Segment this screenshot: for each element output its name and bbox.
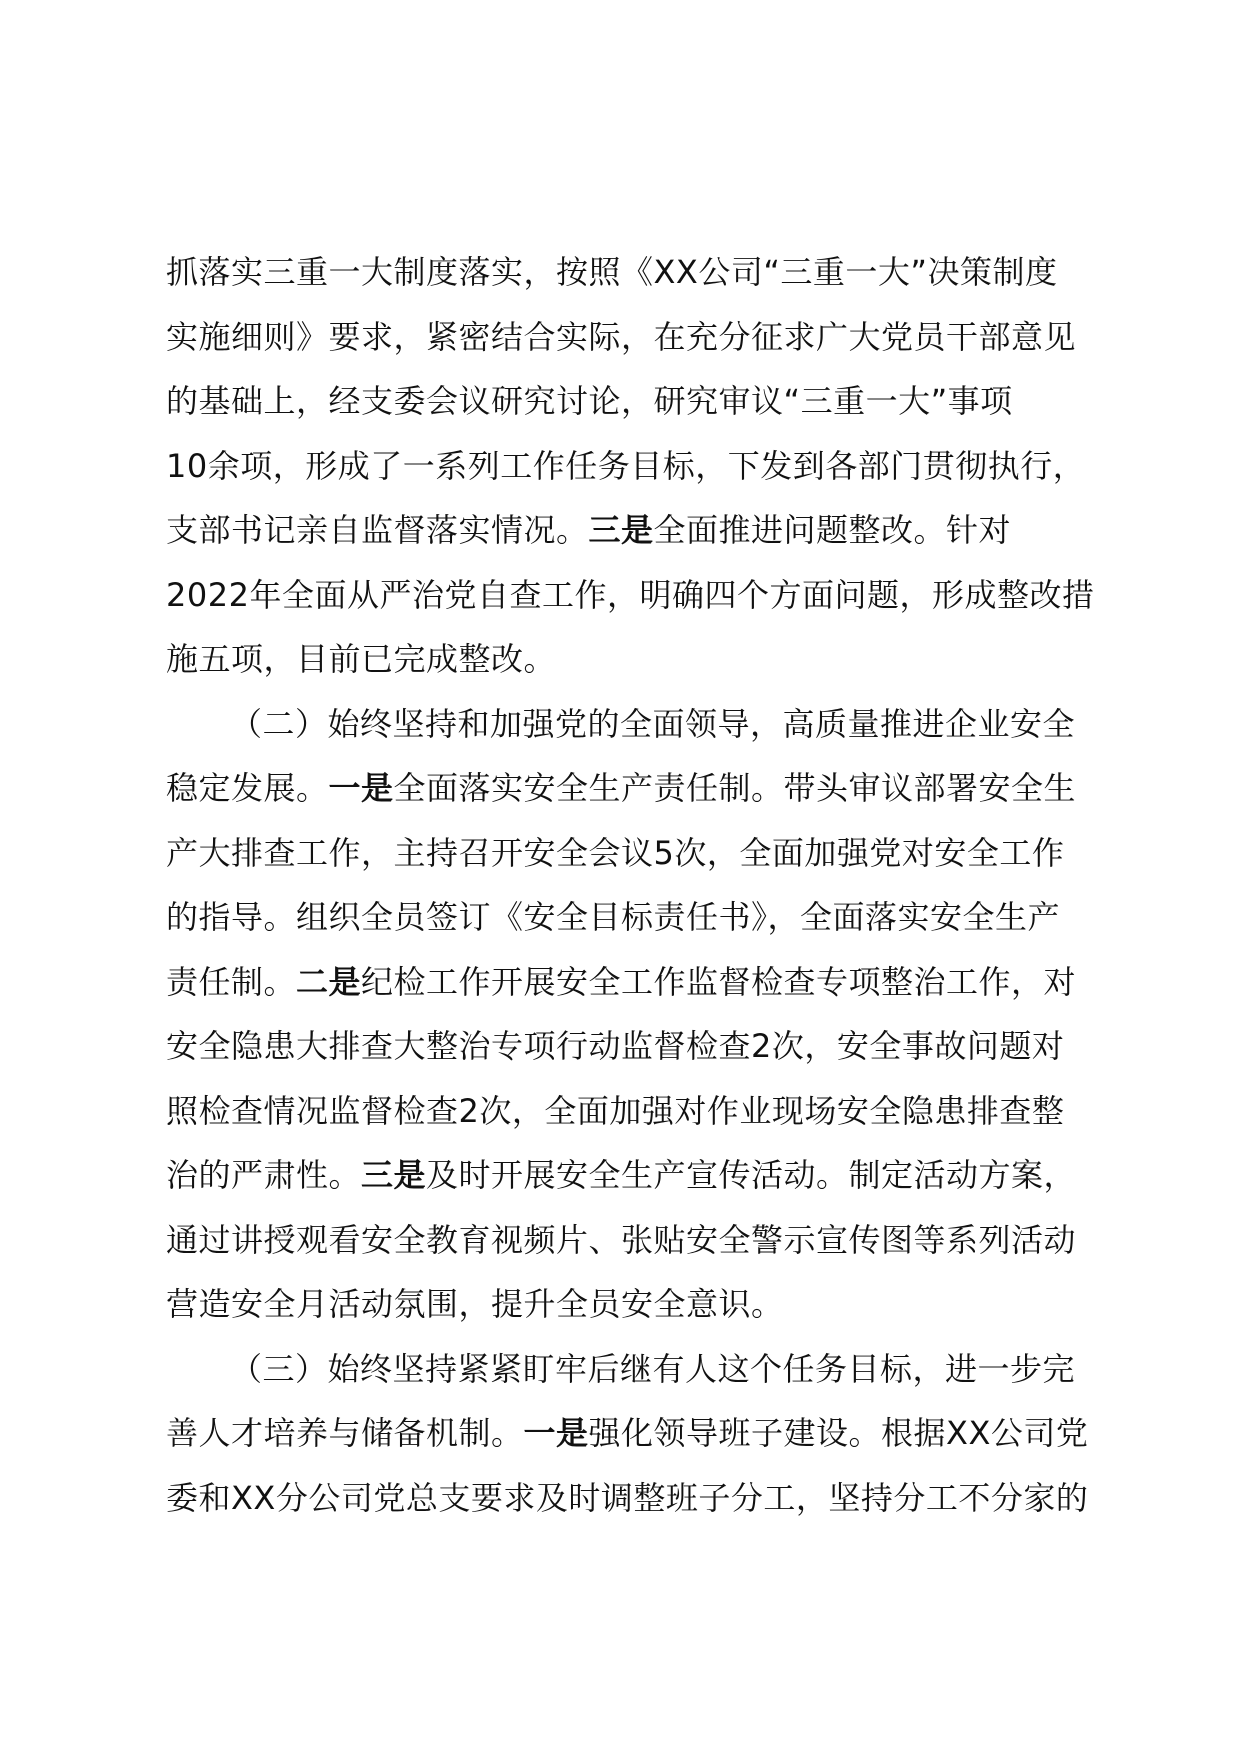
bold-lead: 一是 <box>328 769 394 807</box>
text-line: 照检查情况监督检查2次，全面加强对作业现场安全隐患排查整 <box>166 1091 1065 1130</box>
text-line: 抓落实三重一大制度落实，按照《XX公司“三重一大”决策制度 <box>166 253 1058 291</box>
text-line: 支部书记亲自监督落实情况。三是全面推进问题整改。针对 <box>166 511 1012 549</box>
text-line: 委和XX分公司党总支要求及时调整班子分工，坚持分工不分家的 <box>166 1478 1089 1517</box>
text-line: 的基础上，经支委会议研究讨论，研究审议“三重一大”事项 <box>166 382 1013 420</box>
text-line: 善人才培养与储备机制。一是强化领导班子建设。根据XX公司党 <box>166 1414 1089 1452</box>
section-heading-line: （二）始终坚持和加强党的全面领导，高质量推进企业安全 <box>230 704 1076 743</box>
text-line: 安全隐患大排查大整治专项行动监督检查2次，安全事故问题对 <box>166 1027 1065 1065</box>
text-line: 2022年全面从严治党自查工作，明确四个方面问题，形成整改措 <box>166 575 1095 614</box>
section-heading-line: （三）始终坚持紧紧盯牢后继有人这个任务目标，进一步完 <box>230 1349 1076 1388</box>
bold-lead: 三是 <box>588 511 654 549</box>
bold-lead: 一是 <box>523 1414 589 1452</box>
text-line: 施五项，目前已完成整改。 <box>166 640 557 678</box>
bold-lead: 三是 <box>361 1156 427 1194</box>
bold-lead: 二是 <box>296 962 362 1001</box>
text-line: 治的严肃性。三是及时开展安全生产宣传活动。制定活动方案， <box>166 1156 1077 1194</box>
text-line: 10余项，形成了一系列工作任务目标，下发到各部门贯彻执行， <box>166 446 1086 485</box>
body-text <box>166 240 1114 1530</box>
text-line: 责任制。二是纪检工作开展安全工作监督检查专项整治工作，对 <box>166 962 1077 1001</box>
text-line: 通过讲授观看安全教育视频片、张贴安全警示宣传图等系列活动 <box>166 1220 1077 1259</box>
text-line: 产大排查工作，主持召开安全会议5次，全面加强党对安全工作 <box>166 833 1065 872</box>
text-line: 营造安全月活动氛围，提升全员安全意识。 <box>166 1285 784 1323</box>
text-line: 稳定发展。一是全面落实安全生产责任制。带头审议部署安全生 <box>166 769 1077 807</box>
text-line: 实施细则》要求，紧密结合实际，在充分征求广大党员干部意见 <box>166 317 1077 356</box>
text-line: 的指导。组织全员签订《安全目标责任书》，全面落实安全生产 <box>166 898 1061 936</box>
